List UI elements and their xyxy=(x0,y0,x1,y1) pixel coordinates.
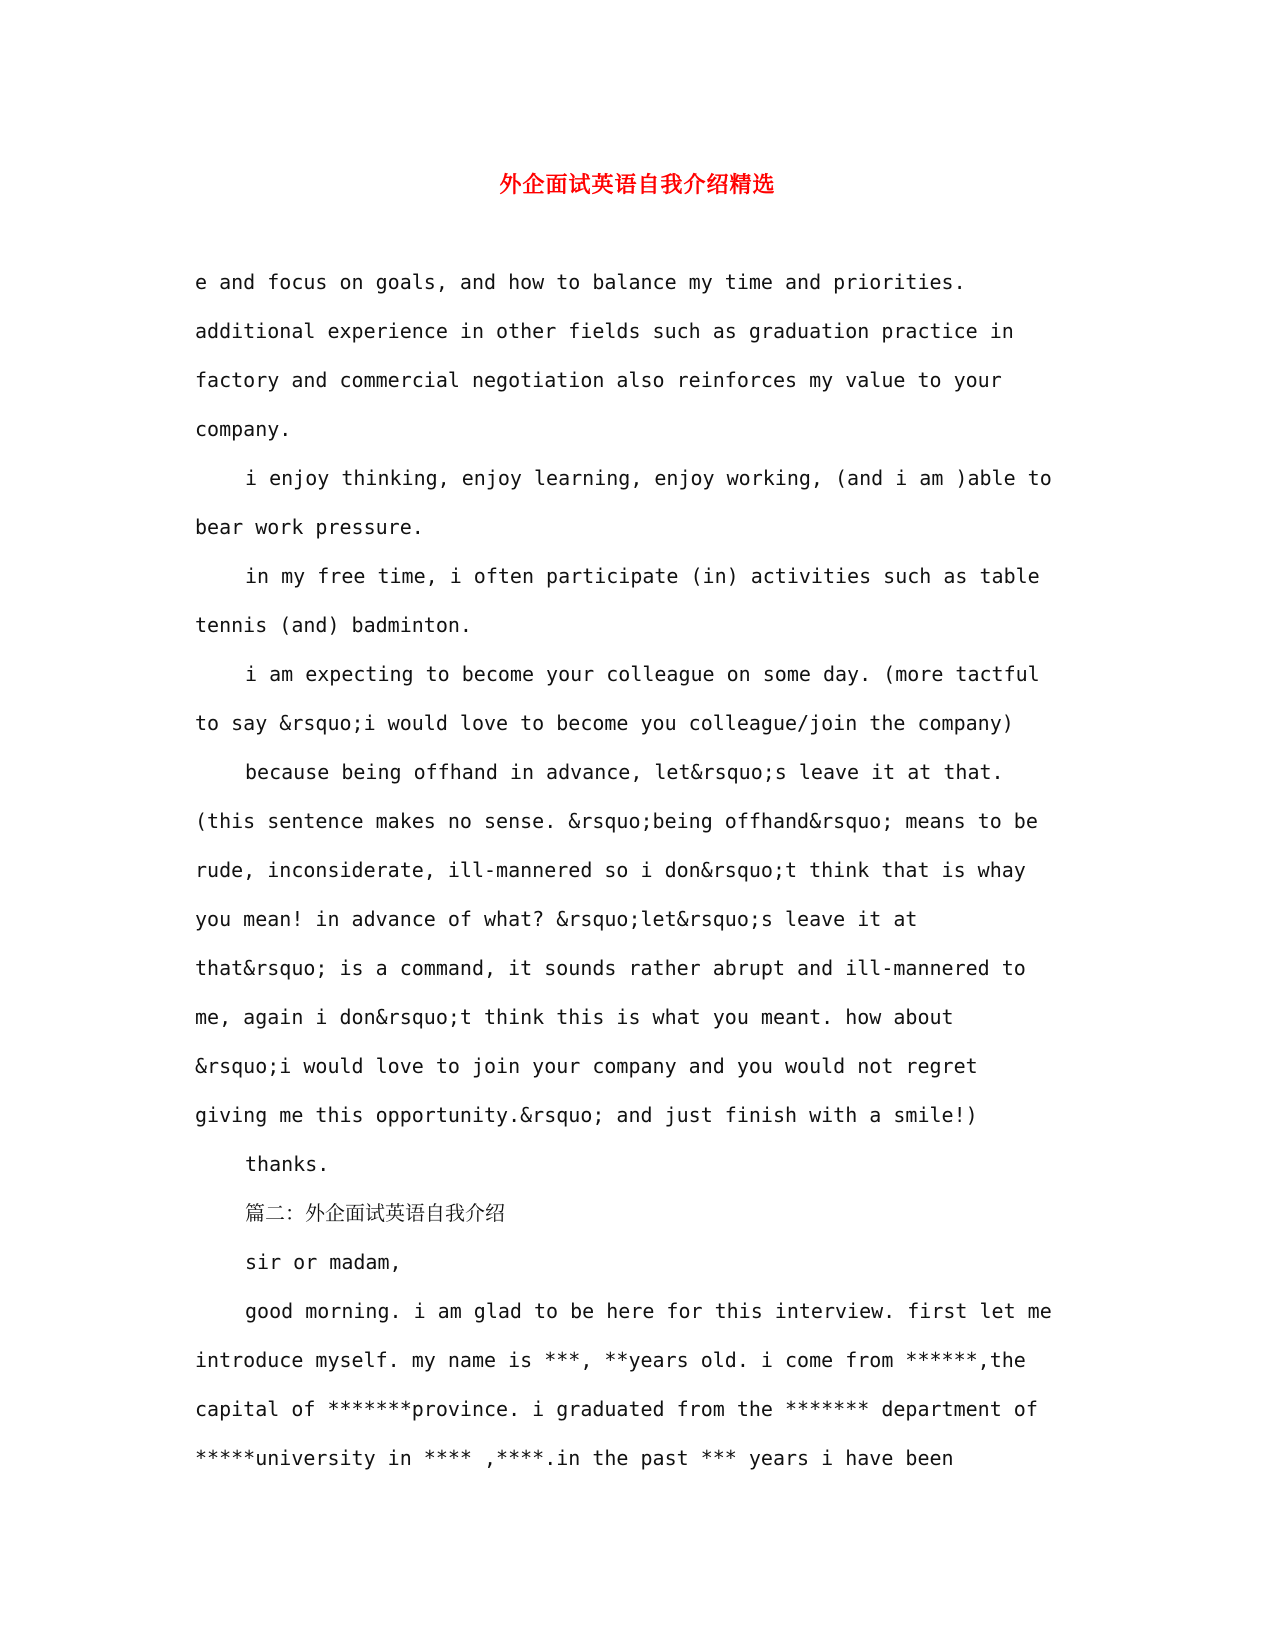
text-line: (this sentence makes no sense. &rsquo;being offhand&rsquo; means to be xyxy=(195,809,1038,833)
text-line: giving me this opportunity.&rsquo; and just finish with a smile!) xyxy=(195,1103,978,1127)
text-line: that&rsquo; is a command, it sounds rather abrupt and ill-mannered to xyxy=(195,956,1026,980)
text-line: in my free time, i often participate (in) activities such as table xyxy=(245,564,1040,588)
text-line: capital of *******province. i graduated from the ******* department of xyxy=(195,1397,1038,1421)
text-line: *****university in **** ,****.in the past *** years i have been xyxy=(195,1446,954,1470)
text-line: me, again i don&rsquo;t think this is what you meant. how about xyxy=(195,1005,954,1029)
text-line: i enjoy thinking, enjoy learning, enjoy working, (and i am )able to xyxy=(245,466,1052,490)
text-line: because being offhand in advance, let&rsquo;s leave it at that. xyxy=(245,760,1004,784)
text-line: &rsquo;i would love to join your company and you would not regret xyxy=(195,1054,978,1078)
text-line: sir or madam, xyxy=(245,1250,402,1274)
text-line: thanks. xyxy=(245,1152,330,1176)
text-line: additional experience in other fields such as graduation practice in xyxy=(195,319,1014,343)
text-line: i am expecting to become your colleague on some day. (more tactful xyxy=(245,662,1040,686)
text-line: to say &rsquo;i would love to become you colleague/join the company) xyxy=(195,711,1014,735)
text-line: tennis (and) badminton. xyxy=(195,613,472,637)
text-line: factory and commercial negotiation also reinforces my value to your xyxy=(195,368,1002,392)
text-line: rude, inconsiderate, ill-mannered so i don&rsquo;t think that is whay xyxy=(195,858,1026,882)
text-line: 篇二：外企面试英语自我介绍 xyxy=(245,1201,505,1225)
text-line: company. xyxy=(195,417,292,441)
document-title: 外企面试英语自我介绍精选 xyxy=(499,172,776,198)
text-line: bear work pressure. xyxy=(195,515,424,539)
text-line: e and focus on goals, and how to balance my time and priorities. xyxy=(195,270,966,294)
document-body xyxy=(195,258,1095,1483)
text-line: introduce myself. my name is ***, **years old. i come from ******,the xyxy=(195,1348,1026,1372)
text-line: good morning. i am glad to be here for this interview. first let me xyxy=(245,1299,1052,1323)
text-line: you mean! in advance of what? &rsquo;let&rsquo;s leave it at xyxy=(195,907,918,931)
